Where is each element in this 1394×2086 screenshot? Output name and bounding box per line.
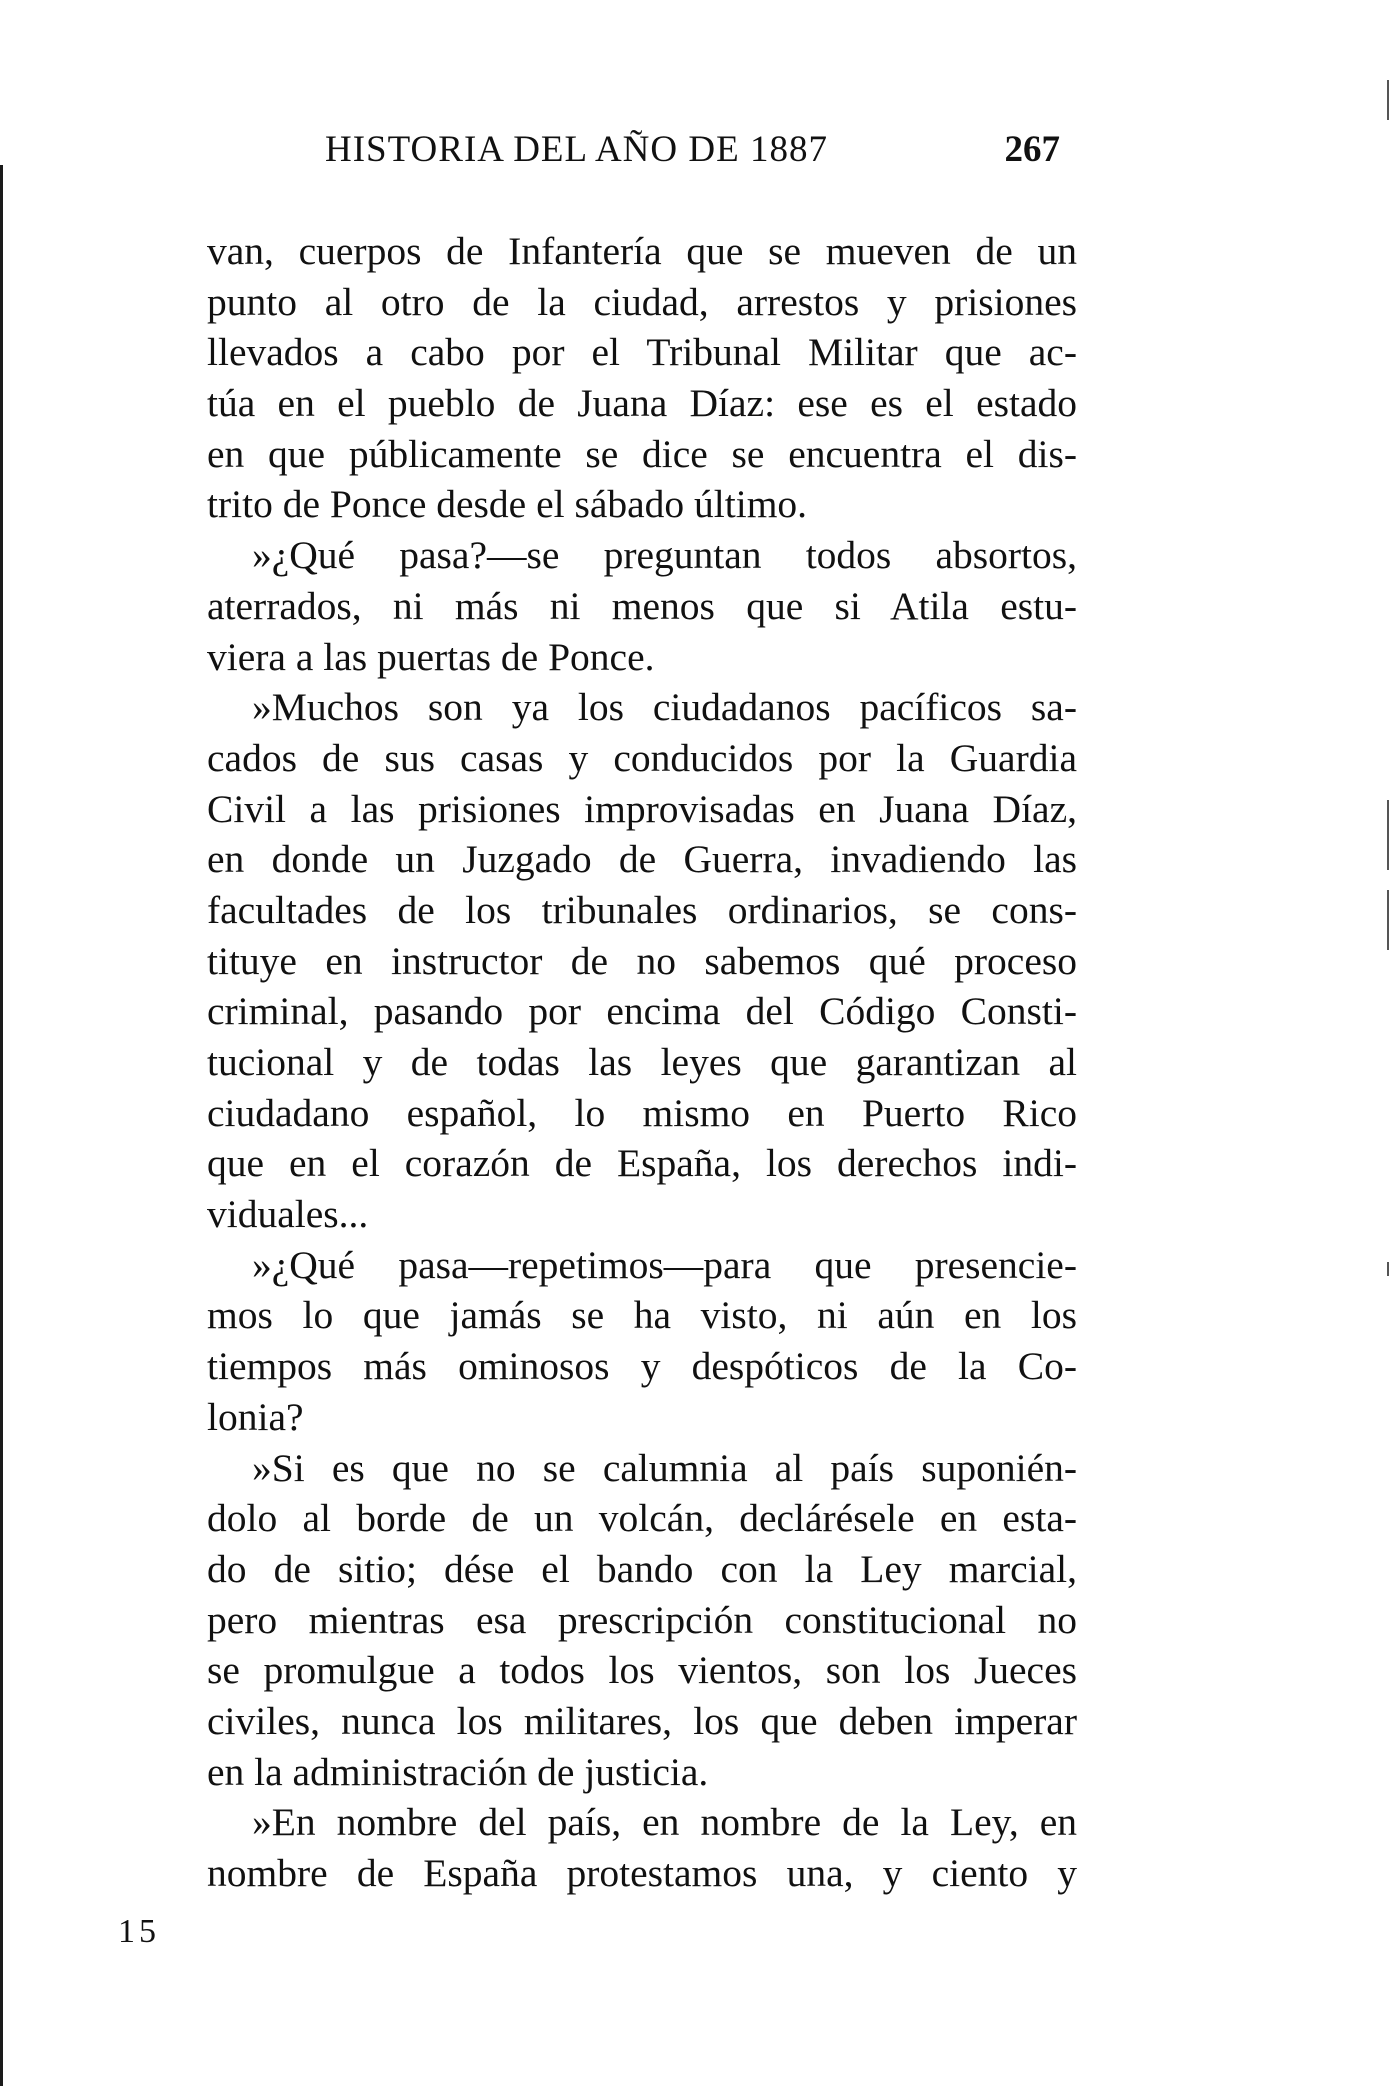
paragraph-start-line: »¿Qué pasa—repetimos—para que presencie-: [252, 1242, 1077, 1287]
text-line: criminal, pasando por encima del Código Consti-: [207, 989, 1077, 1034]
scan-edge-mark: [1387, 80, 1389, 120]
body-text: [207, 226, 1077, 1899]
scan-binding-edge: [0, 165, 3, 2086]
text-line: civiles, nunca los militares, los que deben imperar: [207, 1698, 1077, 1743]
text-line: Civil a las prisiones improvisadas en Juana Díaz,: [207, 786, 1077, 831]
text-line: se promulgue a todos los vientos, son los Jueces: [207, 1648, 1077, 1693]
text-line: pero mientras esa prescripción constitucional no: [207, 1597, 1077, 1642]
text-line: do de sitio; dése el bando con la Ley marcial,: [207, 1546, 1077, 1591]
text-line: lonia?: [207, 1394, 304, 1439]
page-number: 267: [1004, 129, 1060, 170]
text-line: van, cuerpos de Infantería que se mueven de un: [207, 229, 1077, 273]
paragraph-start-line: »¿Qué pasa?—se preguntan todos absortos,: [252, 533, 1077, 578]
paragraph-start-line: »En nombre del país, en nombre de la Ley, en: [252, 1800, 1077, 1845]
text-line: facultades de los tribunales ordinarios, se cons-: [207, 887, 1077, 932]
paragraph-start-line: »Muchos son ya los ciudadanos pacíficos sa-: [252, 685, 1077, 730]
running-title: HISTORIA DEL AÑO DE 1887: [325, 129, 828, 170]
scan-edge-mark: [1387, 800, 1389, 870]
text-line: nombre de España protestamos una, y ciento y: [207, 1851, 1077, 1895]
text-line: llevados a cabo por el Tribunal Militar que ac-: [207, 330, 1077, 375]
running-header: [325, 128, 1060, 178]
text-line: dolo al borde de un volcán, declárésele en esta-: [207, 1496, 1077, 1541]
text-line: en que públicamente se dice se encuentra el dis-: [207, 431, 1077, 476]
text-line: trito de Ponce desde el sábado último.: [207, 482, 808, 527]
text-line: viera a las puertas de Ponce.: [207, 634, 655, 679]
scan-edge-mark: [1387, 890, 1389, 950]
text-line: que en el corazón de España, los derechos indi-: [207, 1141, 1077, 1186]
scan-edge-mark: [1387, 1262, 1389, 1276]
printer-signature-mark: 15: [118, 1913, 160, 1950]
text-line: en donde un Juzgado de Guerra, invadiendo las: [207, 837, 1077, 882]
text-line: aterrados, ni más ni menos que si Atila estu-: [207, 583, 1077, 628]
text-line: tiempos más ominosos y despóticos de la Co-: [207, 1344, 1077, 1389]
text-line: viduales...: [207, 1192, 369, 1237]
text-line: mos lo que jamás se ha visto, ni aún en los: [207, 1293, 1077, 1338]
text-line: tituye en instructor de no sabemos qué proceso: [207, 938, 1077, 983]
text-line: punto al otro de la ciudad, arrestos y prisiones: [207, 279, 1077, 324]
text-line: cados de sus casas y conducidos por la Guardia: [207, 735, 1077, 780]
text-line: tucional y de todas las leyes que garantizan al: [207, 1040, 1077, 1084]
text-line: ciudadano español, lo mismo en Puerto Rico: [207, 1090, 1077, 1135]
text-line: túa en el pueblo de Juana Díaz: ese es el estado: [207, 381, 1077, 426]
paragraph-start-line: »Si es que no se calumnia al país suponién-: [252, 1445, 1077, 1490]
text-line: en la administración de justicia.: [207, 1749, 709, 1794]
